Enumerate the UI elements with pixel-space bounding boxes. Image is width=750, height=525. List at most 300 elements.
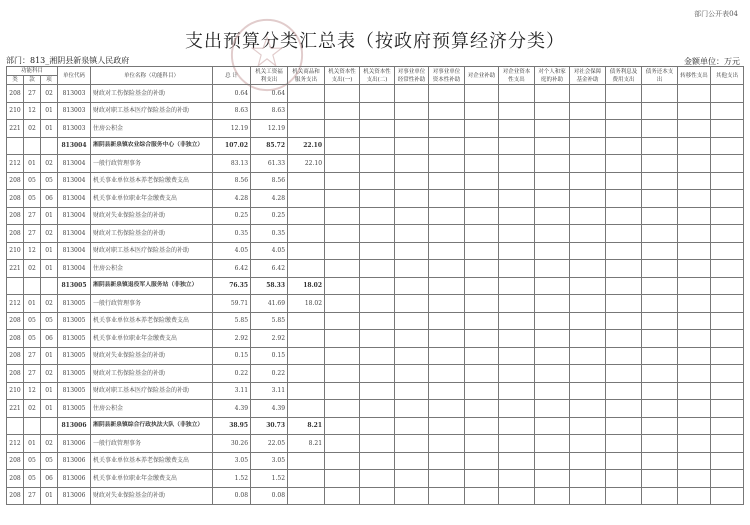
empty-cell bbox=[360, 400, 395, 418]
unit-code-cell: 813003 bbox=[58, 85, 91, 103]
func-item-cell: 02 bbox=[41, 225, 58, 243]
empty-cell bbox=[535, 260, 570, 278]
empty-cell bbox=[642, 120, 678, 138]
expenditure-table bbox=[6, 66, 744, 505]
empty-cell bbox=[642, 242, 678, 260]
goods-services-cell: 22.10 bbox=[288, 137, 325, 155]
total-cell: 12.19 bbox=[213, 120, 251, 138]
header-col: 对个人和家庭的补助 bbox=[535, 67, 570, 85]
table-group-row bbox=[7, 137, 744, 155]
empty-cell bbox=[360, 435, 395, 453]
empty-cell bbox=[360, 382, 395, 400]
func-section-cell: 05 bbox=[24, 452, 41, 470]
empty-cell bbox=[678, 295, 711, 313]
empty-cell bbox=[570, 470, 606, 488]
empty-cell bbox=[535, 330, 570, 348]
unit-code-cell: 813004 bbox=[58, 137, 91, 155]
total-cell: 5.85 bbox=[213, 312, 251, 330]
wages-cell: 3.11 bbox=[251, 382, 288, 400]
empty-cell bbox=[465, 172, 499, 190]
func-item-cell: 01 bbox=[41, 260, 58, 278]
unit-code-cell: 813004 bbox=[58, 260, 91, 278]
header-col: 债务还本支出 bbox=[642, 67, 678, 85]
empty-cell bbox=[642, 172, 678, 190]
empty-cell bbox=[606, 190, 642, 208]
empty-cell bbox=[395, 382, 429, 400]
func-section-cell: 12 bbox=[24, 382, 41, 400]
header-col: 其他支出 bbox=[711, 67, 744, 85]
unit-name-cell: 财政对失业保险基金的补助 bbox=[91, 487, 213, 505]
empty-cell bbox=[325, 417, 360, 435]
func-section-cell: 27 bbox=[24, 487, 41, 505]
total-cell: 0.35 bbox=[213, 225, 251, 243]
empty-cell bbox=[570, 487, 606, 505]
empty-cell bbox=[499, 452, 535, 470]
goods-services-cell: 18.02 bbox=[288, 277, 325, 295]
func-class-cell: 208 bbox=[7, 365, 24, 383]
header-lei: 类 bbox=[7, 76, 24, 85]
empty-cell bbox=[360, 85, 395, 103]
unit-name-cell: 住房公积金 bbox=[91, 120, 213, 138]
func-class-cell: 212 bbox=[7, 435, 24, 453]
table-group-row bbox=[7, 417, 744, 435]
wages-cell: 41.69 bbox=[251, 295, 288, 313]
empty-cell bbox=[395, 155, 429, 173]
total-cell: 1.52 bbox=[213, 470, 251, 488]
unit-name-cell: 住房公积金 bbox=[91, 400, 213, 418]
table-row bbox=[7, 225, 744, 243]
empty-cell bbox=[711, 365, 744, 383]
empty-cell bbox=[606, 365, 642, 383]
empty-cell bbox=[606, 330, 642, 348]
wages-cell: 0.64 bbox=[251, 85, 288, 103]
empty-cell bbox=[360, 295, 395, 313]
func-class-cell: 221 bbox=[7, 120, 24, 138]
empty-cell bbox=[678, 312, 711, 330]
func-item-cell: 05 bbox=[41, 312, 58, 330]
empty-cell bbox=[325, 470, 360, 488]
goods-services-cell bbox=[288, 312, 325, 330]
empty-cell bbox=[570, 260, 606, 278]
goods-services-cell bbox=[288, 225, 325, 243]
empty-cell bbox=[642, 277, 678, 295]
total-cell: 83.13 bbox=[213, 155, 251, 173]
empty-cell bbox=[499, 312, 535, 330]
empty-cell bbox=[642, 190, 678, 208]
empty-cell bbox=[642, 382, 678, 400]
total-cell: 76.35 bbox=[213, 277, 251, 295]
func-section-cell: 05 bbox=[24, 312, 41, 330]
page-title: 支出预算分类汇总表（按政府预算经济分类） bbox=[185, 31, 565, 52]
unit-name-cell: 财政对工伤保险基金的补助 bbox=[91, 225, 213, 243]
empty-cell bbox=[395, 400, 429, 418]
func-item-cell: 05 bbox=[41, 172, 58, 190]
empty-cell bbox=[606, 452, 642, 470]
empty-cell bbox=[535, 102, 570, 120]
empty-cell bbox=[360, 102, 395, 120]
empty-cell bbox=[465, 120, 499, 138]
empty-cell bbox=[642, 452, 678, 470]
wages-cell: 4.28 bbox=[251, 190, 288, 208]
total-cell: 38.95 bbox=[213, 417, 251, 435]
func-item-cell: 02 bbox=[41, 365, 58, 383]
func-class-cell: 208 bbox=[7, 487, 24, 505]
empty-cell bbox=[395, 172, 429, 190]
func-section-cell bbox=[24, 137, 41, 155]
empty-cell bbox=[465, 295, 499, 313]
wages-cell: 61.33 bbox=[251, 155, 288, 173]
func-section-cell: 12 bbox=[24, 102, 41, 120]
wages-cell: 85.72 bbox=[251, 137, 288, 155]
empty-cell bbox=[711, 120, 744, 138]
goods-services-cell bbox=[288, 172, 325, 190]
empty-cell bbox=[325, 347, 360, 365]
empty-cell bbox=[395, 242, 429, 260]
empty-cell bbox=[325, 190, 360, 208]
empty-cell bbox=[570, 190, 606, 208]
empty-cell bbox=[395, 225, 429, 243]
header-col: 对企业补助 bbox=[465, 67, 499, 85]
empty-cell bbox=[325, 85, 360, 103]
unit-code-cell: 813005 bbox=[58, 295, 91, 313]
total-cell: 0.64 bbox=[213, 85, 251, 103]
wages-cell: 30.73 bbox=[251, 417, 288, 435]
empty-cell bbox=[499, 155, 535, 173]
empty-cell bbox=[325, 382, 360, 400]
empty-cell bbox=[395, 487, 429, 505]
func-class-cell: 210 bbox=[7, 102, 24, 120]
empty-cell bbox=[465, 155, 499, 173]
empty-cell bbox=[535, 365, 570, 383]
empty-cell bbox=[570, 102, 606, 120]
empty-cell bbox=[429, 277, 465, 295]
empty-cell bbox=[711, 260, 744, 278]
unit-name-cell: 一般行政管理事务 bbox=[91, 295, 213, 313]
header-col: 对社会保障基金补助 bbox=[570, 67, 606, 85]
header-col: 机关资本性支出(二) bbox=[360, 67, 395, 85]
empty-cell bbox=[360, 207, 395, 225]
goods-services-cell: 8.21 bbox=[288, 417, 325, 435]
wages-cell: 4.39 bbox=[251, 400, 288, 418]
empty-cell bbox=[678, 190, 711, 208]
empty-cell bbox=[711, 277, 744, 295]
unit-code-cell: 813004 bbox=[58, 207, 91, 225]
empty-cell bbox=[678, 137, 711, 155]
func-item-cell: 01 bbox=[41, 120, 58, 138]
table-group-row bbox=[7, 277, 744, 295]
func-section-cell: 27 bbox=[24, 207, 41, 225]
empty-cell bbox=[360, 190, 395, 208]
func-section-cell: 02 bbox=[24, 120, 41, 138]
empty-cell bbox=[535, 190, 570, 208]
empty-cell bbox=[429, 260, 465, 278]
empty-cell bbox=[570, 330, 606, 348]
empty-cell bbox=[642, 312, 678, 330]
empty-cell bbox=[395, 435, 429, 453]
empty-cell bbox=[465, 312, 499, 330]
empty-cell bbox=[535, 85, 570, 103]
empty-cell bbox=[711, 330, 744, 348]
empty-cell bbox=[499, 347, 535, 365]
func-section-cell: 05 bbox=[24, 172, 41, 190]
empty-cell bbox=[465, 330, 499, 348]
empty-cell bbox=[711, 487, 744, 505]
table-row bbox=[7, 312, 744, 330]
func-item-cell: 02 bbox=[41, 295, 58, 313]
func-section-cell: 27 bbox=[24, 85, 41, 103]
empty-cell bbox=[395, 330, 429, 348]
empty-cell bbox=[642, 435, 678, 453]
empty-cell bbox=[325, 277, 360, 295]
empty-cell bbox=[499, 295, 535, 313]
empty-cell bbox=[325, 225, 360, 243]
empty-cell bbox=[678, 452, 711, 470]
empty-cell bbox=[325, 120, 360, 138]
empty-cell bbox=[395, 85, 429, 103]
empty-cell bbox=[465, 365, 499, 383]
empty-cell bbox=[499, 172, 535, 190]
empty-cell bbox=[499, 120, 535, 138]
func-section-cell: 05 bbox=[24, 470, 41, 488]
table-row bbox=[7, 470, 744, 488]
empty-cell bbox=[535, 242, 570, 260]
unit-name-cell: 机关事业单位基本养老保险缴费支出 bbox=[91, 172, 213, 190]
goods-services-cell bbox=[288, 382, 325, 400]
func-class-cell: 212 bbox=[7, 155, 24, 173]
wages-cell: 0.08 bbox=[251, 487, 288, 505]
table-row bbox=[7, 295, 744, 313]
empty-cell bbox=[711, 312, 744, 330]
empty-cell bbox=[499, 260, 535, 278]
empty-cell bbox=[642, 487, 678, 505]
empty-cell bbox=[535, 120, 570, 138]
goods-services-cell bbox=[288, 207, 325, 225]
empty-cell bbox=[499, 85, 535, 103]
empty-cell bbox=[678, 85, 711, 103]
empty-cell bbox=[678, 365, 711, 383]
unit-code-cell: 813004 bbox=[58, 155, 91, 173]
total-cell: 59.71 bbox=[213, 295, 251, 313]
empty-cell bbox=[711, 470, 744, 488]
wages-cell: 2.92 bbox=[251, 330, 288, 348]
empty-cell bbox=[360, 417, 395, 435]
empty-cell bbox=[499, 400, 535, 418]
total-cell: 4.05 bbox=[213, 242, 251, 260]
func-item-cell: 02 bbox=[41, 435, 58, 453]
header-col: 机关工资福利支出 bbox=[251, 67, 288, 85]
func-class-cell: 208 bbox=[7, 225, 24, 243]
empty-cell bbox=[429, 120, 465, 138]
empty-cell bbox=[429, 382, 465, 400]
empty-cell bbox=[642, 137, 678, 155]
empty-cell bbox=[606, 400, 642, 418]
empty-cell bbox=[606, 120, 642, 138]
form-number: 部门公开表04 bbox=[694, 10, 738, 18]
empty-cell bbox=[678, 487, 711, 505]
wages-cell: 5.85 bbox=[251, 312, 288, 330]
empty-cell bbox=[325, 312, 360, 330]
unit-code-cell: 813003 bbox=[58, 102, 91, 120]
empty-cell bbox=[535, 137, 570, 155]
func-item-cell: 06 bbox=[41, 470, 58, 488]
unit-name-cell: 一般行政管理事务 bbox=[91, 435, 213, 453]
empty-cell bbox=[535, 400, 570, 418]
func-item-cell: 01 bbox=[41, 242, 58, 260]
empty-cell bbox=[535, 295, 570, 313]
table-row bbox=[7, 452, 744, 470]
empty-cell bbox=[570, 365, 606, 383]
table-row bbox=[7, 242, 744, 260]
wages-cell: 6.42 bbox=[251, 260, 288, 278]
table-row bbox=[7, 120, 744, 138]
unit-name-cell: 湘阴县新泉镇农业综合服务中心（非独立） bbox=[91, 137, 213, 155]
unit-code-cell: 813006 bbox=[58, 435, 91, 453]
unit-code-cell: 813005 bbox=[58, 382, 91, 400]
wages-cell: 3.05 bbox=[251, 452, 288, 470]
empty-cell bbox=[325, 137, 360, 155]
empty-cell bbox=[606, 85, 642, 103]
total-cell: 0.25 bbox=[213, 207, 251, 225]
empty-cell bbox=[465, 417, 499, 435]
unit-name-cell: 机关事业单位职业年金缴费支出 bbox=[91, 190, 213, 208]
unit-code-cell: 813006 bbox=[58, 487, 91, 505]
goods-services-cell bbox=[288, 120, 325, 138]
empty-cell bbox=[429, 435, 465, 453]
empty-cell bbox=[711, 137, 744, 155]
empty-cell bbox=[535, 277, 570, 295]
empty-cell bbox=[678, 417, 711, 435]
goods-services-cell bbox=[288, 190, 325, 208]
table-row bbox=[7, 190, 744, 208]
empty-cell bbox=[499, 382, 535, 400]
empty-cell bbox=[360, 172, 395, 190]
empty-cell bbox=[429, 487, 465, 505]
empty-cell bbox=[325, 487, 360, 505]
empty-cell bbox=[642, 330, 678, 348]
empty-cell bbox=[360, 452, 395, 470]
header-total: 总 计 bbox=[213, 67, 251, 85]
func-class-cell bbox=[7, 137, 24, 155]
total-cell: 8.63 bbox=[213, 102, 251, 120]
empty-cell bbox=[642, 400, 678, 418]
empty-cell bbox=[570, 295, 606, 313]
empty-cell bbox=[570, 382, 606, 400]
empty-cell bbox=[429, 190, 465, 208]
department-label: 部门：813_湘阴县新泉镇人民政府 bbox=[6, 56, 130, 65]
unit-code-cell: 813004 bbox=[58, 190, 91, 208]
empty-cell bbox=[429, 452, 465, 470]
total-cell: 3.11 bbox=[213, 382, 251, 400]
empty-cell bbox=[429, 172, 465, 190]
empty-cell bbox=[395, 260, 429, 278]
empty-cell bbox=[606, 470, 642, 488]
empty-cell bbox=[711, 225, 744, 243]
empty-cell bbox=[395, 137, 429, 155]
empty-cell bbox=[535, 417, 570, 435]
table-row bbox=[7, 400, 744, 418]
empty-cell bbox=[395, 207, 429, 225]
empty-cell bbox=[325, 330, 360, 348]
empty-cell bbox=[360, 120, 395, 138]
empty-cell bbox=[395, 277, 429, 295]
empty-cell bbox=[429, 137, 465, 155]
func-section-cell: 05 bbox=[24, 330, 41, 348]
func-section-cell: 27 bbox=[24, 225, 41, 243]
empty-cell bbox=[678, 435, 711, 453]
empty-cell bbox=[678, 207, 711, 225]
empty-cell bbox=[678, 347, 711, 365]
empty-cell bbox=[570, 242, 606, 260]
empty-cell bbox=[429, 207, 465, 225]
goods-services-cell bbox=[288, 470, 325, 488]
unit-code-cell: 813005 bbox=[58, 330, 91, 348]
func-section-cell: 27 bbox=[24, 347, 41, 365]
empty-cell bbox=[429, 330, 465, 348]
empty-cell bbox=[570, 347, 606, 365]
empty-cell bbox=[570, 400, 606, 418]
empty-cell bbox=[606, 487, 642, 505]
empty-cell bbox=[465, 260, 499, 278]
unit-name-cell: 财政对失业保险基金的补助 bbox=[91, 347, 213, 365]
empty-cell bbox=[711, 435, 744, 453]
unit-code-cell: 813006 bbox=[58, 470, 91, 488]
empty-cell bbox=[429, 102, 465, 120]
empty-cell bbox=[499, 470, 535, 488]
func-class-cell bbox=[7, 277, 24, 295]
unit-code-cell: 813005 bbox=[58, 347, 91, 365]
empty-cell bbox=[499, 330, 535, 348]
header-col: 对事业单位经常性补助 bbox=[395, 67, 429, 85]
func-class-cell bbox=[7, 417, 24, 435]
header-func-group: 功能科目 bbox=[7, 67, 58, 76]
empty-cell bbox=[499, 242, 535, 260]
empty-cell bbox=[570, 85, 606, 103]
table-row bbox=[7, 382, 744, 400]
empty-cell bbox=[395, 120, 429, 138]
empty-cell bbox=[606, 155, 642, 173]
unit-code-cell: 813004 bbox=[58, 242, 91, 260]
header-col: 对企业资本性支出 bbox=[499, 67, 535, 85]
header-unit-name: 单位名称（功能科目） bbox=[91, 67, 213, 85]
empty-cell bbox=[678, 382, 711, 400]
func-class-cell: 208 bbox=[7, 470, 24, 488]
empty-cell bbox=[642, 417, 678, 435]
empty-cell bbox=[642, 470, 678, 488]
total-cell: 0.22 bbox=[213, 365, 251, 383]
header-col: 债务利息及费用支出 bbox=[606, 67, 642, 85]
empty-cell bbox=[535, 435, 570, 453]
empty-cell bbox=[395, 295, 429, 313]
wages-cell: 1.52 bbox=[251, 470, 288, 488]
empty-cell bbox=[535, 207, 570, 225]
empty-cell bbox=[535, 452, 570, 470]
empty-cell bbox=[606, 435, 642, 453]
empty-cell bbox=[711, 172, 744, 190]
table-row bbox=[7, 487, 744, 505]
empty-cell bbox=[429, 365, 465, 383]
empty-cell bbox=[465, 207, 499, 225]
goods-services-cell bbox=[288, 102, 325, 120]
empty-cell bbox=[395, 452, 429, 470]
unit-name-cell: 机关事业单位职业年金缴费支出 bbox=[91, 330, 213, 348]
unit-name-cell: 住房公积金 bbox=[91, 260, 213, 278]
header-col: 转移性支出 bbox=[678, 67, 711, 85]
unit-name-cell: 机关事业单位基本养老保险缴费支出 bbox=[91, 452, 213, 470]
empty-cell bbox=[570, 277, 606, 295]
func-class-cell: 208 bbox=[7, 190, 24, 208]
goods-services-cell bbox=[288, 347, 325, 365]
unit-name-cell: 机关事业单位职业年金缴费支出 bbox=[91, 470, 213, 488]
